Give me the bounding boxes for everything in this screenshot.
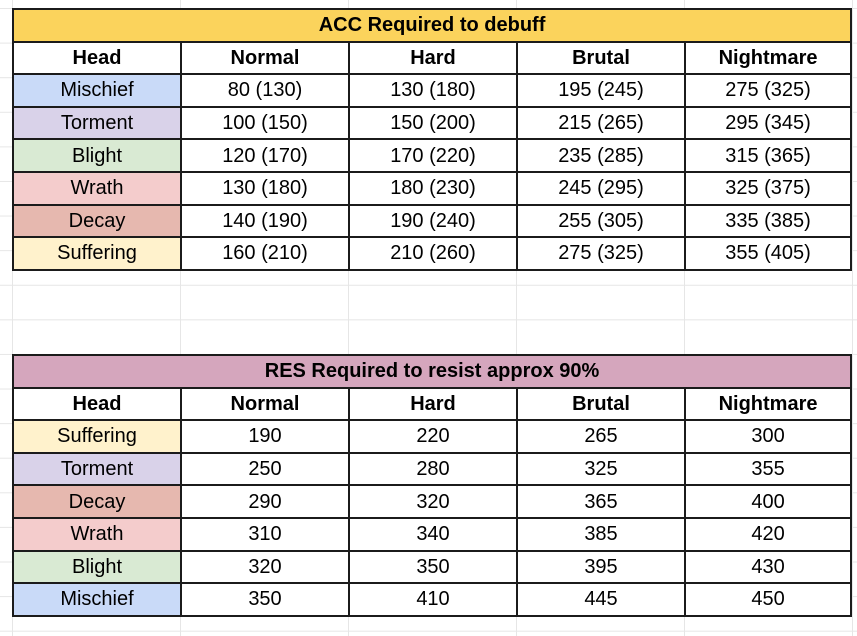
- table-row: [13, 551, 851, 584]
- header-cell[interactable]: Hard: [349, 388, 517, 421]
- value-cell[interactable]: 255 (305): [517, 205, 685, 238]
- value-cell[interactable]: 320: [349, 485, 517, 518]
- table-row: [13, 74, 851, 107]
- head-cell[interactable]: Wrath: [13, 518, 181, 551]
- head-cell[interactable]: Mischief: [13, 74, 181, 107]
- acc-table: [12, 8, 852, 271]
- table-row: [13, 583, 851, 616]
- head-cell[interactable]: Mischief: [13, 583, 181, 616]
- value-cell[interactable]: 195 (245): [517, 74, 685, 107]
- value-cell[interactable]: 350: [349, 551, 517, 584]
- header-cell[interactable]: Nightmare: [685, 388, 851, 421]
- value-cell[interactable]: 325: [517, 453, 685, 486]
- value-cell[interactable]: 315 (365): [685, 139, 851, 172]
- header-cell[interactable]: Head: [13, 388, 181, 421]
- value-cell[interactable]: 210 (260): [349, 237, 517, 270]
- value-cell[interactable]: 310: [181, 518, 349, 551]
- value-cell[interactable]: 420: [685, 518, 851, 551]
- value-cell[interactable]: 265: [517, 420, 685, 453]
- head-cell[interactable]: Blight: [13, 551, 181, 584]
- header-cell[interactable]: Normal: [181, 388, 349, 421]
- table-row: [13, 518, 851, 551]
- value-cell[interactable]: 410: [349, 583, 517, 616]
- table-row: [13, 485, 851, 518]
- value-cell[interactable]: 140 (190): [181, 205, 349, 238]
- header-cell[interactable]: Brutal: [517, 388, 685, 421]
- head-cell[interactable]: Torment: [13, 453, 181, 486]
- value-cell[interactable]: 335 (385): [685, 205, 851, 238]
- value-cell[interactable]: 215 (265): [517, 107, 685, 140]
- value-cell[interactable]: 120 (170): [181, 139, 349, 172]
- value-cell[interactable]: 130 (180): [181, 172, 349, 205]
- value-cell[interactable]: 400: [685, 485, 851, 518]
- value-cell[interactable]: 320: [181, 551, 349, 584]
- value-cell[interactable]: 150 (200): [349, 107, 517, 140]
- header-cell[interactable]: Nightmare: [685, 42, 851, 75]
- value-cell[interactable]: 80 (130): [181, 74, 349, 107]
- value-cell[interactable]: 280: [349, 453, 517, 486]
- res-table: [12, 354, 852, 617]
- value-cell[interactable]: 220: [349, 420, 517, 453]
- value-cell[interactable]: 365: [517, 485, 685, 518]
- head-cell[interactable]: Suffering: [13, 420, 181, 453]
- value-cell[interactable]: 450: [685, 583, 851, 616]
- res-header-row: [13, 388, 851, 421]
- head-cell[interactable]: Blight: [13, 139, 181, 172]
- value-cell[interactable]: 250: [181, 453, 349, 486]
- value-cell[interactable]: 275 (325): [517, 237, 685, 270]
- value-cell[interactable]: 295 (345): [685, 107, 851, 140]
- value-cell[interactable]: 190 (240): [349, 205, 517, 238]
- head-cell[interactable]: Wrath: [13, 172, 181, 205]
- value-cell[interactable]: 100 (150): [181, 107, 349, 140]
- head-cell[interactable]: Torment: [13, 107, 181, 140]
- header-cell[interactable]: Brutal: [517, 42, 685, 75]
- value-cell[interactable]: 395: [517, 551, 685, 584]
- value-cell[interactable]: 350: [181, 583, 349, 616]
- value-cell[interactable]: 385: [517, 518, 685, 551]
- table-row: [13, 139, 851, 172]
- value-cell[interactable]: 170 (220): [349, 139, 517, 172]
- value-cell[interactable]: 190: [181, 420, 349, 453]
- value-cell[interactable]: 355: [685, 453, 851, 486]
- value-cell[interactable]: 245 (295): [517, 172, 685, 205]
- table-row: [13, 107, 851, 140]
- table-row: [13, 453, 851, 486]
- table-row: [13, 205, 851, 238]
- value-cell[interactable]: 275 (325): [685, 74, 851, 107]
- value-cell[interactable]: 325 (375): [685, 172, 851, 205]
- value-cell[interactable]: 300: [685, 420, 851, 453]
- value-cell[interactable]: 235 (285): [517, 139, 685, 172]
- header-cell[interactable]: Head: [13, 42, 181, 75]
- head-cell[interactable]: Decay: [13, 485, 181, 518]
- head-cell[interactable]: Decay: [13, 205, 181, 238]
- table-row: [13, 237, 851, 270]
- value-cell[interactable]: 355 (405): [685, 237, 851, 270]
- value-cell[interactable]: 130 (180): [349, 74, 517, 107]
- res-table-title[interactable]: RES Required to resist approx 90%: [13, 355, 851, 388]
- value-cell[interactable]: 340: [349, 518, 517, 551]
- table-row: [13, 172, 851, 205]
- value-cell[interactable]: 430: [685, 551, 851, 584]
- head-cell[interactable]: Suffering: [13, 237, 181, 270]
- acc-table-title[interactable]: ACC Required to debuff: [13, 9, 851, 42]
- value-cell[interactable]: 160 (210): [181, 237, 349, 270]
- acc-header-row: [13, 42, 851, 75]
- value-cell[interactable]: 290: [181, 485, 349, 518]
- header-cell[interactable]: Normal: [181, 42, 349, 75]
- value-cell[interactable]: 180 (230): [349, 172, 517, 205]
- value-cell[interactable]: 445: [517, 583, 685, 616]
- table-row: [13, 420, 851, 453]
- header-cell[interactable]: Hard: [349, 42, 517, 75]
